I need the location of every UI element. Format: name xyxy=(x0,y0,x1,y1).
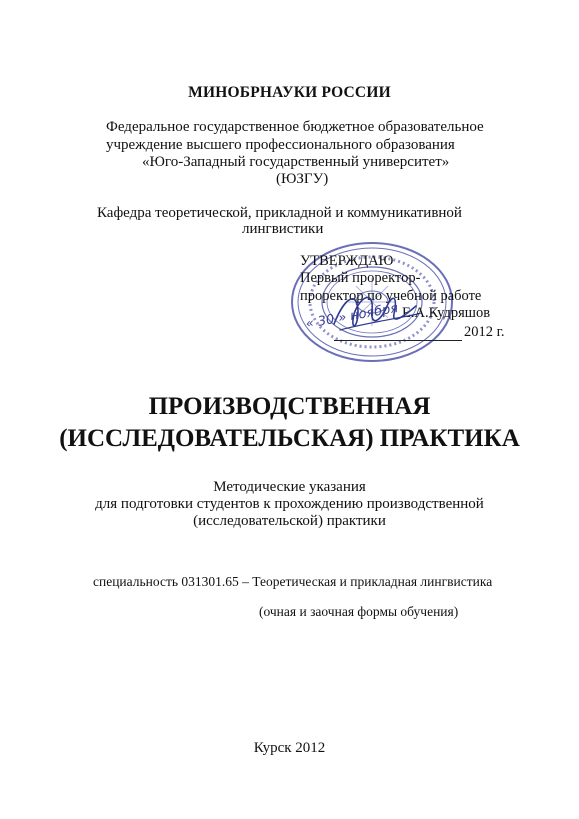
approver-name: Е.А.Кудряшов xyxy=(402,305,491,321)
department-line-1: Кафедра теоретической, прикладной и коммуникативной xyxy=(97,205,462,221)
approval-heading: УТВЕРЖДАЮ xyxy=(300,253,394,269)
document-title-line-1: ПРОИЗВОДСТВЕННАЯ xyxy=(148,393,431,420)
approval-year: 2012 г. xyxy=(464,324,505,340)
department-line-2: лингвистики xyxy=(242,221,324,237)
document-title-line-2: (ИССЛЕДОВАТЕЛЬСКАЯ) ПРАКТИКА xyxy=(59,425,520,452)
institution-line-1: Федеральное государственное бюджетное образовательное xyxy=(106,119,484,135)
subtitle-line-2: для подготовки студентов к прохождению производственной xyxy=(95,496,484,512)
institution-line-2: учреждение высшего профессионального образования xyxy=(106,137,455,153)
specialty-line: специальность 031301.65 – Теоретическая и прикладная лингвистика xyxy=(93,574,493,589)
date-underline xyxy=(334,340,462,341)
approval-position-line-2: проректор по учебной работе xyxy=(300,288,482,304)
subtitle-line-1: Методические указания xyxy=(213,479,366,495)
institution-line-3: «Юго-Западный государственный университет» xyxy=(142,154,450,170)
ministry-name: МИНОБРНАУКИ РОССИИ xyxy=(188,84,391,101)
city-year: Курск 2012 xyxy=(253,740,326,756)
subtitle-line-3: (исследовательской) практики xyxy=(193,513,386,529)
approval-date-handwritten: « 30 » ноября xyxy=(304,300,400,332)
study-form: (очная и заочная формы обучения) xyxy=(259,604,459,619)
approval-position-line-1: Первый проректор- xyxy=(300,270,421,286)
institution-abbreviation: (ЮЗГУ) xyxy=(276,171,329,187)
